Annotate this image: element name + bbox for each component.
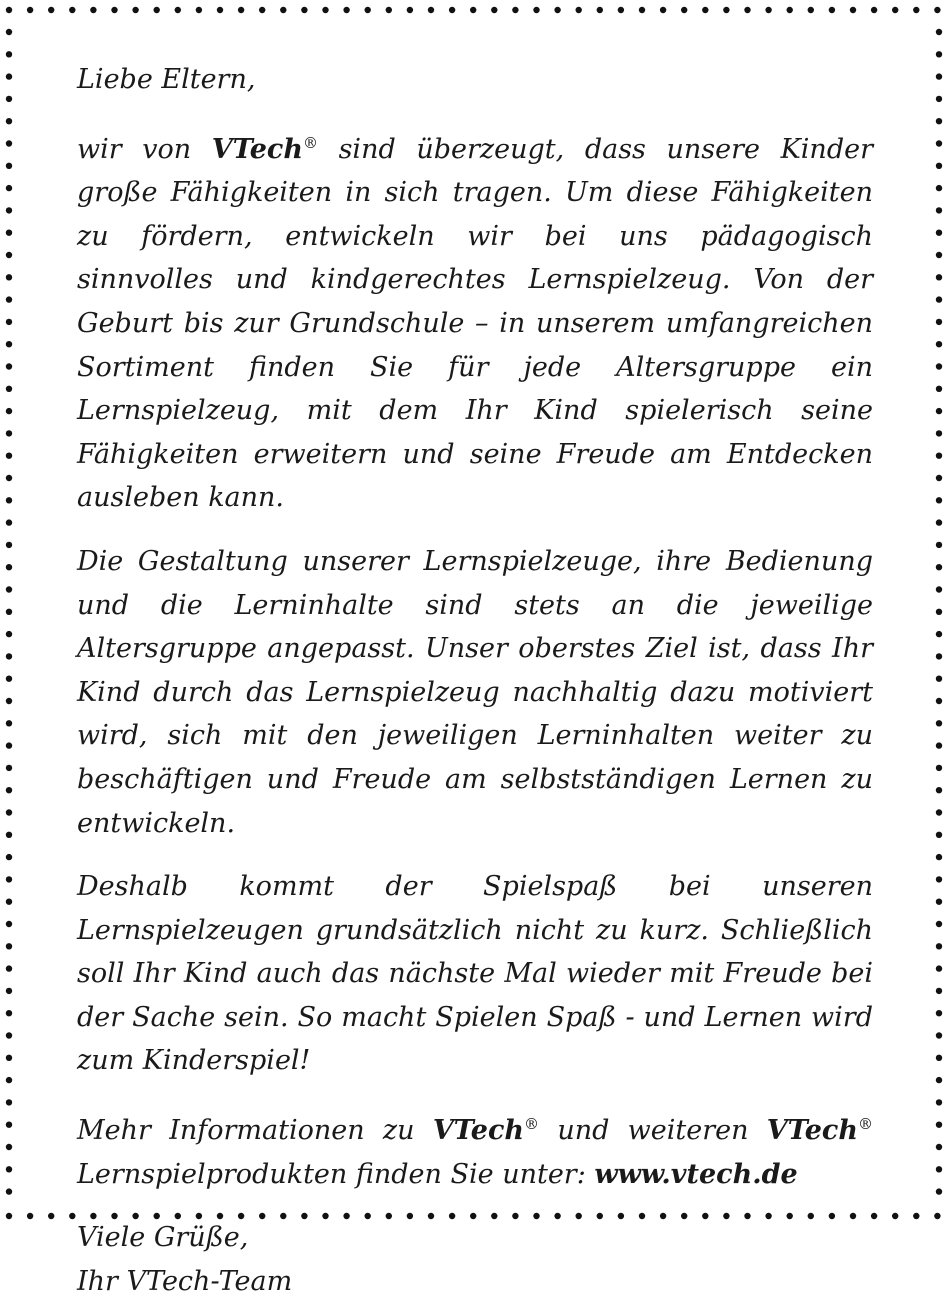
border-dot <box>6 943 12 949</box>
border-dot <box>936 430 942 436</box>
border-dot <box>48 7 54 13</box>
brand-name: VTech <box>766 1115 858 1147</box>
border-dot <box>6 1077 12 1083</box>
border-dot <box>6 118 12 124</box>
border-dot <box>936 742 942 748</box>
border-dot <box>6 653 12 659</box>
border-dot <box>936 631 942 637</box>
border-dot <box>936 163 942 169</box>
border-dot <box>6 564 12 570</box>
border-dot <box>936 185 942 191</box>
border-dot <box>449 7 455 13</box>
border-dot <box>259 7 265 13</box>
border-dot <box>936 207 942 213</box>
registered-mark: ® <box>858 1115 873 1134</box>
border-dot <box>936 653 942 659</box>
letter-greeting: Liebe Eltern, <box>77 64 256 95</box>
website-url: www.vtech.de <box>594 1158 798 1190</box>
border-dot <box>936 921 942 927</box>
paragraph-more-info <box>77 1103 873 1196</box>
border-dot <box>6 1032 12 1038</box>
border-dot <box>936 1099 942 1105</box>
border-dot <box>238 7 244 13</box>
border-dot <box>6 742 12 748</box>
border-dot <box>132 7 138 13</box>
border-dot <box>6 96 12 102</box>
border-dot <box>6 475 12 481</box>
border-dot <box>723 7 729 13</box>
border-dot <box>6 832 12 838</box>
border-dot <box>6 787 12 793</box>
border-dot <box>936 609 942 615</box>
border-dot <box>6 542 12 548</box>
border-dot <box>618 7 624 13</box>
border-dot <box>936 1188 942 1194</box>
border-dot <box>936 363 942 369</box>
border-dot <box>428 7 434 13</box>
border-dot <box>6 921 12 927</box>
paragraph-fun: Deshalb kommt der Spielspaß bei unseren Lernspielzeugen grundsätzlich nicht zu kurz. Schließlich soll Ihr Kind auch das nächste Mal wieder mit Freude bei der Sache sein. So macht Spielen Spaß - und Lernen wird zum Kinderspiel! <box>77 871 873 1077</box>
border-dot <box>936 988 942 994</box>
border-dot <box>6 698 12 704</box>
border-dot <box>6 230 12 236</box>
border-dot <box>6 408 12 414</box>
border-dot <box>936 876 942 882</box>
border-dot <box>6 965 12 971</box>
border-dot <box>913 1213 919 1219</box>
border-dot <box>936 475 942 481</box>
border-dot <box>6 319 12 325</box>
border-dot <box>6 51 12 57</box>
border-dot <box>6 854 12 860</box>
paragraph-intro-lead: wir von <box>77 133 212 165</box>
border-dot <box>48 1213 54 1219</box>
border-dot <box>6 1010 12 1016</box>
border-dot <box>639 7 645 13</box>
border-dot <box>934 1213 940 1219</box>
border-dot <box>6 252 12 258</box>
border-dot <box>280 7 286 13</box>
border-dot <box>936 341 942 347</box>
border-dot <box>936 96 942 102</box>
border-dot <box>936 386 942 392</box>
border-dot <box>533 7 539 13</box>
brand-name: VTech <box>432 1115 525 1147</box>
border-dot <box>936 564 942 570</box>
border-dot <box>6 586 12 592</box>
border-dot <box>871 7 877 13</box>
closing-line-signature: Ihr VTech-Team <box>77 1265 293 1297</box>
border-dot <box>936 51 942 57</box>
border-dot <box>6 341 12 347</box>
brand-name: VTech <box>211 133 303 165</box>
border-dot <box>936 787 942 793</box>
more-info-part1: Mehr Informationen zu <box>77 1115 433 1147</box>
border-dot <box>6 1213 12 1219</box>
border-dot <box>6 453 12 459</box>
border-dot <box>936 720 942 726</box>
border-dot <box>6 207 12 213</box>
border-dot <box>6 296 12 302</box>
border-dot <box>829 7 835 13</box>
border-dot <box>936 118 942 124</box>
border-dot <box>936 1077 942 1083</box>
border-dot <box>491 7 497 13</box>
border-dot <box>6 7 12 13</box>
border-dot <box>6 988 12 994</box>
border-dot <box>936 453 942 459</box>
border-dot <box>27 7 33 13</box>
border-dot <box>6 274 12 280</box>
border-dot <box>6 1188 12 1194</box>
border-dot <box>6 876 12 882</box>
border-dot <box>765 7 771 13</box>
border-dot <box>936 274 942 280</box>
border-dot <box>892 1213 898 1219</box>
border-dot <box>892 7 898 13</box>
border-dot <box>936 832 942 838</box>
registered-mark: ® <box>524 1115 540 1134</box>
border-dot <box>936 519 942 525</box>
border-dot <box>936 497 942 503</box>
border-dot <box>470 7 476 13</box>
border-dot <box>936 1055 942 1061</box>
border-dot <box>6 1099 12 1105</box>
border-dot <box>365 7 371 13</box>
border-dot <box>6 720 12 726</box>
border-dot <box>936 319 942 325</box>
border-dot <box>936 899 942 905</box>
border-dot <box>787 7 793 13</box>
border-dot <box>6 140 12 146</box>
border-dot <box>6 73 12 79</box>
border-dot <box>27 1213 33 1219</box>
border-dot <box>6 497 12 503</box>
border-dot <box>6 1055 12 1061</box>
border-dot <box>936 29 942 35</box>
border-dot <box>69 1213 75 1219</box>
border-dot <box>6 363 12 369</box>
border-dot <box>6 29 12 35</box>
border-dot <box>6 163 12 169</box>
border-dot <box>936 296 942 302</box>
border-dot <box>6 809 12 815</box>
border-dot <box>386 7 392 13</box>
border-dot <box>6 1144 12 1150</box>
border-dot <box>322 7 328 13</box>
border-dot <box>154 7 160 13</box>
border-dot <box>681 7 687 13</box>
closing-line-greeting: Viele Grüße, <box>77 1222 249 1254</box>
more-info-part3: Lernspielprodukten finden Sie unter: <box>77 1158 595 1190</box>
border-dot <box>934 7 940 13</box>
border-dot <box>936 854 942 860</box>
border-dot <box>6 1166 12 1172</box>
border-dot <box>576 7 582 13</box>
border-dot <box>111 7 117 13</box>
border-dot <box>936 542 942 548</box>
border-dot <box>936 1144 942 1150</box>
border-dot <box>936 140 942 146</box>
border-dot <box>702 7 708 13</box>
border-dot <box>744 7 750 13</box>
border-dot <box>936 809 942 815</box>
border-dot <box>936 943 942 949</box>
border-dot <box>850 7 856 13</box>
border-dot <box>6 765 12 771</box>
border-dot <box>913 7 919 13</box>
border-dot <box>6 1122 12 1128</box>
border-dot <box>6 631 12 637</box>
border-dot <box>175 7 181 13</box>
border-dot <box>69 7 75 13</box>
border-dot <box>301 7 307 13</box>
border-dot <box>6 386 12 392</box>
border-dot <box>196 7 202 13</box>
border-dot <box>407 7 413 13</box>
border-dot <box>936 230 942 236</box>
paragraph-intro <box>77 122 873 520</box>
border-dot <box>660 7 666 13</box>
border-dot <box>936 1010 942 1016</box>
border-dot <box>936 1122 942 1128</box>
border-dot <box>808 7 814 13</box>
border-dot <box>6 185 12 191</box>
border-dot <box>6 609 12 615</box>
border-dot <box>936 698 942 704</box>
border-dot <box>936 1032 942 1038</box>
border-dot <box>6 430 12 436</box>
paragraph-design: Die Gestaltung unserer Lernspielzeuge, ihre Bedienung und die Lerninhalte sind stets an die jeweilige Altersgruppe angepasst. Unser oberstes Ziel ist, dass Ihr Kind durch das Lernspielzeug nachhaltig dazu motiviert wird, sich mit den jeweiligen Lerninhalten weiter zu beschäftigen und Freude am selbstständigen Lernen zu entwickeln. <box>77 545 873 839</box>
registered-mark: ® <box>302 133 318 152</box>
more-info-part2: und weiteren <box>539 1115 767 1147</box>
border-dot <box>936 586 942 592</box>
border-dot <box>554 7 560 13</box>
border-dot <box>936 765 942 771</box>
border-dot <box>90 7 96 13</box>
border-dot <box>936 1166 942 1172</box>
border-dot <box>936 73 942 79</box>
border-dot <box>512 7 518 13</box>
border-dot <box>343 7 349 13</box>
border-dot <box>936 252 942 258</box>
border-dot <box>6 899 12 905</box>
border-dot <box>936 965 942 971</box>
letter-body <box>77 58 873 1303</box>
border-dot <box>597 7 603 13</box>
paragraph-intro-rest: sind überzeugt, dass unsere Kinder große Fähigkeiten in sich tragen. Um diese Fähigkeiten zu fördern, entwickeln wir bei uns pädagogisch sinnvolles und kindgerechtes Lernspielzeug. Von der Geburt bis zur Grundschule – in unserem umfangreichen Sortiment finden Sie für jede Altersgruppe ein Lernspielzeug, mit dem Ihr Kind spielerisch seine Fähigkeiten erweitern und seine Freude am Entdecken ausleben kann. <box>77 133 873 514</box>
border-dot <box>6 676 12 682</box>
border-dot <box>6 519 12 525</box>
border-dot <box>936 676 942 682</box>
border-dot <box>936 408 942 414</box>
border-dot <box>217 7 223 13</box>
